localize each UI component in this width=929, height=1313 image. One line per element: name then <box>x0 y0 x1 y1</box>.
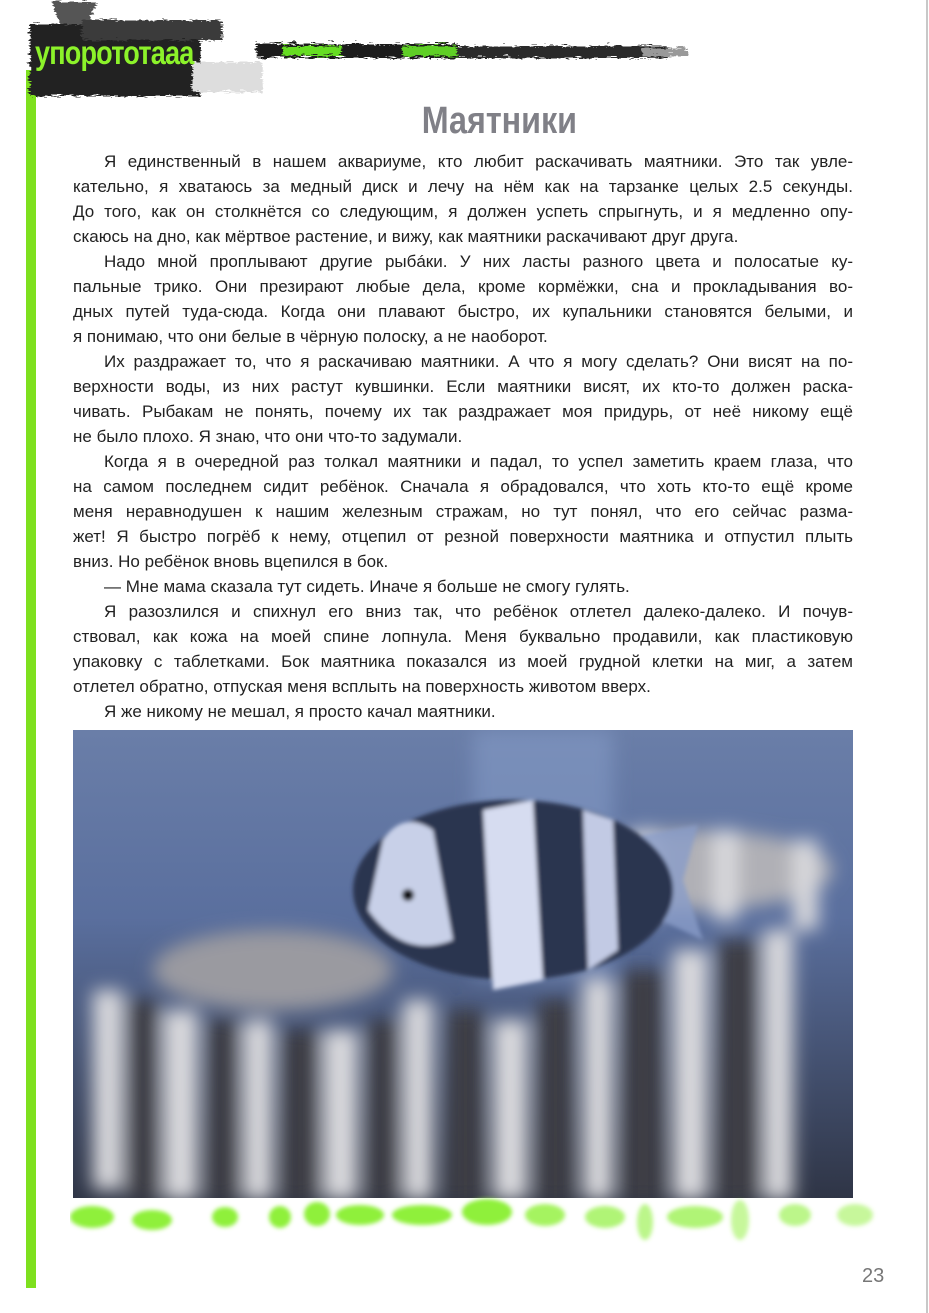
article-body <box>73 149 853 724</box>
paragraph-line: отлетел обратно, отпуская меня всплыть на поверхность животом вверх. <box>73 677 651 696</box>
paragraph-line: не было плохо. Я знаю, что они что-то задумали. <box>73 427 463 446</box>
paragraph-line: Я же никому не мешал, я просто качал маятники. <box>104 702 496 721</box>
paragraph-line: жет! Я быстро погрёб к нему, отцепил от резной поверхности маятника и отпустил плыть <box>73 527 853 546</box>
brand-logo: упорототааа <box>35 34 194 71</box>
paragraph-line: кательно, я хватаюсь за медный диск и лечу на нём как на тарзанке целых 2.5 секунды. <box>73 177 853 196</box>
green-margin-bar <box>26 70 36 1288</box>
paragraph-line: вниз. Но ребёнок вновь вцепился в бок. <box>73 552 389 571</box>
paragraph-line: ствовал, как кожа на моей спине лопнула. Меня буквально продавили, как пластиковую <box>73 627 853 646</box>
paragraph-line: Я разозлился и спихнул его вниз так, что ребёнок отлетел далеко-далеко. И почув- <box>104 602 853 621</box>
fish-photo <box>73 730 853 1198</box>
paragraph-line: дных путей туда-сюда. Когда они плавают быстро, их купальники становятся белыми, и <box>73 302 853 321</box>
page-edge <box>926 0 928 1313</box>
page-title <box>0 100 929 143</box>
paragraph-line: чивать. Рыбакам не понять, почему их так раздражает моя придурь, от неё никому ещё <box>73 402 853 421</box>
paragraph-line: упаковку с таблетками. Бок маятника показался из моей грудной клетки на миг, а затем <box>73 652 853 671</box>
paragraph-line: верхности воды, из них растут кувшинки. Если маятники висят, их кто-то должен раска- <box>73 377 853 396</box>
paragraph-line: я понимаю, что они белые в чёрную полоску, а не наоборот. <box>73 327 548 346</box>
paragraph-line: До того, как он столкнётся со следующим, я должен успеть спрыгнуть, и я медленно опу- <box>73 202 853 221</box>
green-brush-dots <box>70 1195 880 1245</box>
title-text: Маятники <box>421 100 578 142</box>
paragraph-line: Надо мной проплывают другие рыбáки. У них ласты разного цвета и полосатые ку- <box>104 252 853 271</box>
paragraph-line: на самом последнем сидит ребёнок. Сначала я обрадовался, что хоть кто-то ещё кроме <box>73 477 853 496</box>
paragraph-line: Их раздражает то, что я раскачиваю маятники. А что я могу сделать? Они висят на по- <box>104 352 853 371</box>
paragraph-line: Когда я в очередной раз толкал маятники и падал, то успел заметить краем глаза, что <box>104 452 853 471</box>
paragraph-line: — Мне мама сказала тут сидеть. Иначе я больше не смогу гулять. <box>104 577 630 596</box>
paragraph-line: Я единственный в нашем аквариуме, кто любит раскачивать маятники. Это так увле- <box>104 152 853 171</box>
paragraph-line: меня неравнодушен к нашим железным стражам, но тут понял, что его сейчас разма- <box>73 502 853 521</box>
paragraph-line: скаюсь на дно, как мёртвое растение, и вижу, как маятники раскачивают друг друга. <box>73 227 739 246</box>
paragraph-line: пальные трико. Они презирают любые дела, кроме кормёжки, сна и прокладывания во- <box>73 277 853 296</box>
page-number: 23 <box>862 1265 885 1287</box>
